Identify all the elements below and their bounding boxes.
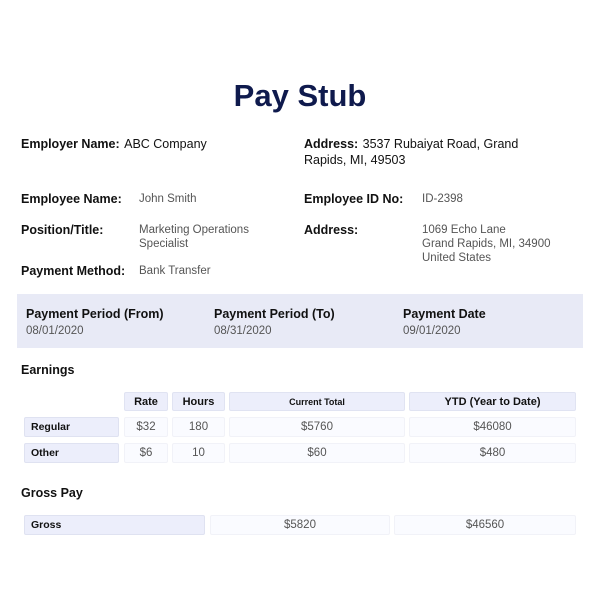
header-ytd: YTD (Year to Date) [409, 392, 576, 411]
header-current-total: Current Total [229, 392, 405, 411]
employer-address-line1: 3537 Rubaiyat Road, Grand [362, 137, 519, 151]
earnings-ytd: $46080 [409, 417, 576, 437]
employee-address-line2: Grand Rapids, MI, 34900 [422, 238, 551, 250]
period-to-value: 08/31/2020 [214, 325, 272, 337]
earnings-title: Earnings [21, 363, 75, 377]
earnings-hours: 180 [172, 417, 225, 437]
earnings-ytd: $480 [409, 443, 576, 463]
employee-address-value [422, 223, 551, 265]
employee-id-value: ID-2398 [422, 193, 463, 205]
earnings-row-label: Regular [24, 417, 119, 437]
earnings-current-total: $60 [229, 443, 405, 463]
earnings-row-label: Other [24, 443, 119, 463]
period-from-value: 08/01/2020 [26, 325, 84, 337]
page-title: Pay Stub [233, 78, 367, 113]
payment-date-value: 09/01/2020 [403, 325, 461, 337]
employee-address-label: Address: [304, 223, 359, 237]
earnings-rate: $32 [124, 417, 168, 437]
employer-name-row [21, 135, 207, 153]
header-rate: Rate [124, 392, 168, 411]
employee-address-line1: 1069 Echo Lane [422, 224, 506, 236]
employee-id-label: Employee ID No: [304, 192, 404, 206]
position-value [139, 223, 249, 251]
gross-current-total: $5820 [210, 515, 390, 535]
employer-address-label: Address: [304, 137, 359, 151]
employer-name-label: Employer Name: [21, 137, 120, 151]
payment-date-label: Payment Date [403, 307, 486, 321]
employee-address-line3: United States [422, 252, 492, 264]
earnings-hours: 10 [172, 443, 225, 463]
gross-ytd: $46560 [394, 515, 576, 535]
employer-address [304, 135, 564, 168]
employee-name-value: John Smith [139, 193, 197, 205]
earnings-rate: $6 [124, 443, 168, 463]
position-line2: Specialist [139, 238, 189, 250]
earnings-current-total: $5760 [229, 417, 405, 437]
gross-pay-title: Gross Pay [21, 486, 83, 500]
payment-method-value: Bank Transfer [139, 265, 211, 277]
payment-period-band [17, 294, 583, 348]
period-from-label: Payment Period (From) [26, 307, 164, 321]
employee-name-label: Employee Name: [21, 192, 122, 206]
position-line1: Marketing Operations [139, 224, 249, 236]
payment-method-label: Payment Method: [21, 264, 126, 278]
header-hours: Hours [172, 392, 225, 411]
employer-name-value: ABC Company [124, 137, 207, 151]
gross-row-label: Gross [24, 515, 205, 535]
employer-address-line2: Rapids, MI, 49503 [304, 153, 406, 167]
period-to-label: Payment Period (To) [214, 307, 335, 321]
position-label: Position/Title: [21, 223, 104, 237]
